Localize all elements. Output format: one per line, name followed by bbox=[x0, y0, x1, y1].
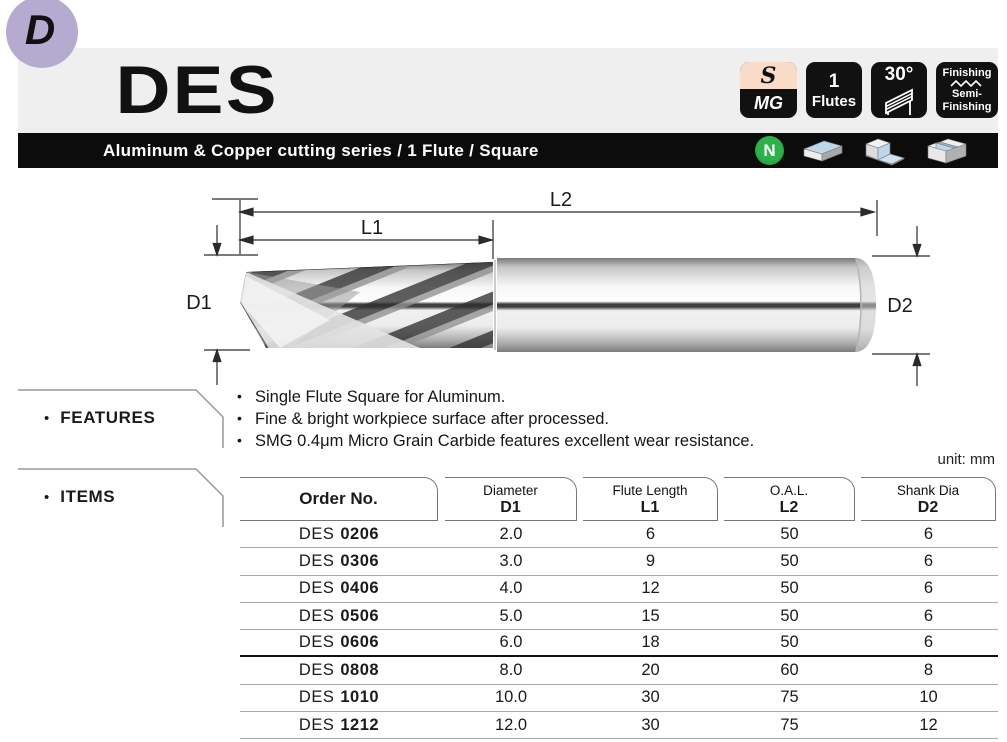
cell-order-no: DES 0808 bbox=[298, 661, 380, 680]
n-grade-icon: N bbox=[755, 136, 784, 165]
feature-item bbox=[237, 388, 754, 410]
finishing-line1: Finishing bbox=[942, 66, 992, 79]
bullet-icon: • bbox=[237, 388, 242, 404]
features-list bbox=[237, 388, 754, 454]
cell-d1: 6.0 bbox=[499, 633, 523, 652]
facing-cut-icon bbox=[800, 137, 846, 165]
label-d1: D1 bbox=[186, 292, 212, 314]
flute-count-badge bbox=[806, 62, 862, 118]
tool-flute-section bbox=[230, 250, 510, 360]
feature-text: Fine & bright workpiece surface after processed. bbox=[255, 410, 610, 428]
feature-text: SMG 0.4μm Micro Grain Carbide features excellent wear resistance. bbox=[255, 432, 755, 450]
helix-angle-icon bbox=[880, 85, 918, 115]
cell-order-no: DES 0606 bbox=[298, 633, 380, 652]
tool-drawing bbox=[0, 180, 1007, 390]
section-letter: D bbox=[24, 6, 56, 53]
table-row bbox=[240, 521, 998, 548]
series-bar bbox=[18, 133, 998, 168]
page-title: DES bbox=[115, 52, 279, 128]
table-row bbox=[240, 712, 998, 739]
col-header-flute-length: Flute Length L1 bbox=[583, 477, 718, 521]
cell-l2: 50 bbox=[780, 524, 799, 543]
label-d2: D2 bbox=[887, 295, 913, 317]
cell-d1: 2.0 bbox=[499, 524, 523, 543]
table-body bbox=[240, 521, 998, 739]
cell-l1: 18 bbox=[641, 633, 660, 652]
side-cutting-icon bbox=[862, 136, 908, 166]
cell-order-no: DES 0506 bbox=[298, 606, 380, 625]
cell-d2: 12 bbox=[919, 715, 938, 734]
material-grade-top bbox=[740, 62, 797, 89]
col-header-shank-dia: Shank Dia D2 bbox=[861, 477, 996, 521]
cell-order-no: DES 0406 bbox=[298, 579, 380, 598]
cell-d2: 10 bbox=[919, 688, 938, 707]
cell-l2: 50 bbox=[780, 579, 799, 598]
cell-order-no: DES 1212 bbox=[298, 715, 380, 734]
features-bullet: • bbox=[44, 409, 50, 427]
table-row bbox=[240, 576, 998, 603]
flute-count-label: Flutes bbox=[811, 92, 857, 110]
table-row bbox=[240, 685, 998, 712]
col-header-diameter: Diameter D1 bbox=[445, 477, 577, 521]
label-l2: L2 bbox=[549, 189, 573, 211]
col-header-order-no: Order No. bbox=[240, 477, 438, 521]
items-heading bbox=[30, 471, 215, 523]
spec-badges bbox=[740, 62, 998, 118]
features-label: FEATURES bbox=[60, 408, 156, 427]
cell-d1: 5.0 bbox=[499, 606, 523, 625]
cell-d1: 10.0 bbox=[494, 688, 528, 707]
items-bullet: • bbox=[44, 488, 50, 506]
cell-l1: 20 bbox=[641, 661, 660, 680]
material-grade-badge bbox=[740, 62, 797, 118]
cell-d2: 8 bbox=[923, 661, 934, 680]
material-grade-bottom bbox=[740, 89, 797, 118]
bullet-icon: • bbox=[237, 432, 242, 448]
finishing-line2: Semi- bbox=[952, 87, 982, 100]
col-header-oal: O.A.L. L2 bbox=[724, 477, 855, 521]
cell-d1: 4.0 bbox=[499, 579, 523, 598]
feature-item bbox=[237, 432, 754, 454]
cell-l2: 50 bbox=[780, 551, 799, 570]
cell-l1: 12 bbox=[641, 579, 660, 598]
unit-note: unit: mm bbox=[937, 451, 995, 468]
cell-d2: 6 bbox=[923, 551, 934, 570]
cell-l1: 6 bbox=[645, 524, 656, 543]
bullet-icon: • bbox=[237, 410, 242, 426]
cell-d1: 8.0 bbox=[499, 661, 523, 680]
material-grade-mg: MG bbox=[754, 93, 783, 113]
series-title: Aluminum & Copper cutting series / 1 Flute / Square bbox=[103, 140, 539, 160]
helix-angle-value: 30° bbox=[884, 64, 914, 85]
cell-l2: 75 bbox=[780, 715, 799, 734]
material-grade-s: S bbox=[760, 62, 777, 89]
features-heading bbox=[30, 392, 215, 444]
cell-l2: 50 bbox=[780, 606, 799, 625]
cell-l1: 9 bbox=[645, 551, 656, 570]
cell-l2: 75 bbox=[780, 688, 799, 707]
table-row bbox=[240, 548, 998, 575]
finishing-badge bbox=[936, 62, 998, 118]
cell-d2: 6 bbox=[923, 606, 934, 625]
cell-l1: 15 bbox=[641, 606, 660, 625]
items-table bbox=[240, 477, 998, 739]
cell-d1: 3.0 bbox=[499, 551, 523, 570]
helix-angle-badge bbox=[871, 62, 927, 118]
table-row bbox=[240, 603, 998, 630]
cell-d1: 12.0 bbox=[494, 715, 528, 734]
items-label: ITEMS bbox=[60, 487, 116, 506]
cell-d2: 6 bbox=[923, 633, 934, 652]
cell-l1: 30 bbox=[641, 688, 660, 707]
table-header bbox=[240, 477, 998, 521]
tool-shank bbox=[495, 258, 876, 352]
cell-l2: 60 bbox=[780, 661, 799, 680]
cell-d2: 6 bbox=[923, 524, 934, 543]
zigzag-icon bbox=[950, 80, 984, 88]
slotting-icon bbox=[924, 136, 970, 166]
cell-order-no: DES 0306 bbox=[298, 551, 380, 570]
cell-l1: 30 bbox=[641, 715, 660, 734]
series-bar-icons bbox=[755, 136, 970, 166]
finishing-line3: Finishing bbox=[942, 100, 992, 113]
label-l1: L1 bbox=[360, 217, 384, 239]
cell-l2: 50 bbox=[780, 633, 799, 652]
feature-text: Single Flute Square for Aluminum. bbox=[255, 388, 506, 406]
cell-order-no: DES 0206 bbox=[298, 524, 380, 543]
cell-order-no: DES 1010 bbox=[298, 688, 380, 707]
table-row bbox=[240, 657, 998, 684]
table-row bbox=[240, 630, 998, 657]
feature-item bbox=[237, 410, 754, 432]
cell-d2: 6 bbox=[923, 579, 934, 598]
flute-count-value: 1 bbox=[828, 70, 840, 92]
